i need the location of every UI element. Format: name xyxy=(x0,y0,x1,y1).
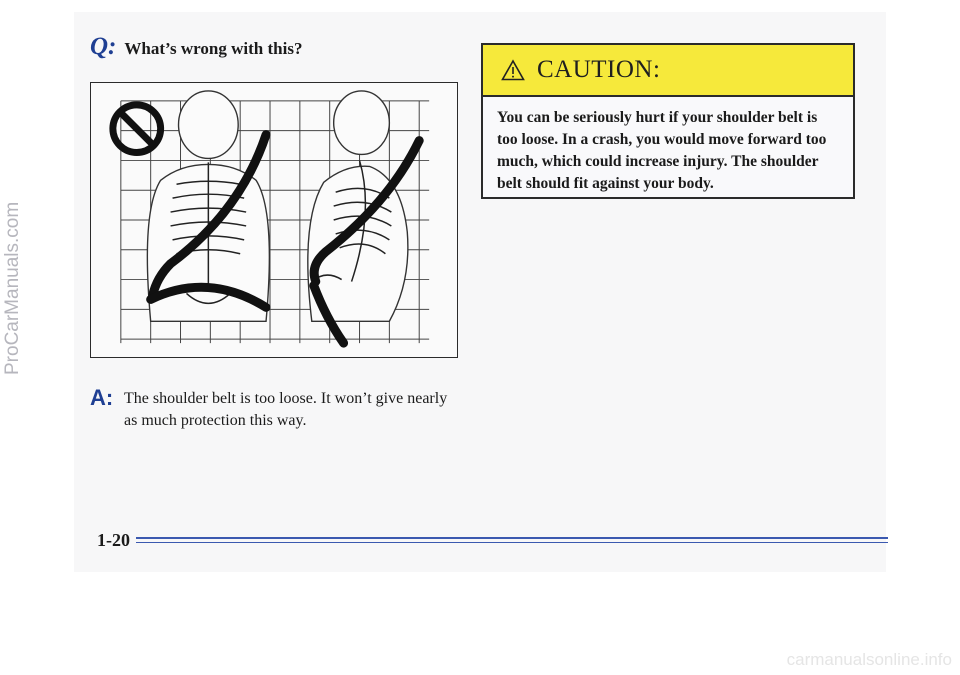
question-row xyxy=(90,33,302,61)
page-number: 1-20 xyxy=(97,530,130,550)
warning-triangle-icon xyxy=(501,59,525,81)
caution-text: You can be seriously hurt if your shoulder belt is too loose. In a crash, you would move forward too much, which could increase injury. The shoulder belt should fit against your body. xyxy=(497,109,827,192)
seatbelt-illustration xyxy=(90,82,458,358)
footer-rule xyxy=(136,537,888,544)
question-text: What’s wrong with this? xyxy=(124,39,303,58)
caution-title: CAUTION: xyxy=(537,56,661,83)
bottom-watermark: carmanualsonline.info xyxy=(786,650,952,669)
page-footer xyxy=(97,530,888,551)
answer-mark-label: A: xyxy=(90,385,114,410)
prohibited-icon xyxy=(113,105,161,153)
answer-row xyxy=(90,385,460,432)
caution-header xyxy=(483,45,853,97)
side-watermark: ProCarManuals.com xyxy=(2,201,23,375)
answer-text: The shoulder belt is too loose. It won’t give nearly as much protection this way. xyxy=(124,390,448,429)
caution-box xyxy=(481,43,855,199)
question-mark-label: Q: xyxy=(90,33,117,60)
skeleton-belt-diagram xyxy=(91,83,457,357)
